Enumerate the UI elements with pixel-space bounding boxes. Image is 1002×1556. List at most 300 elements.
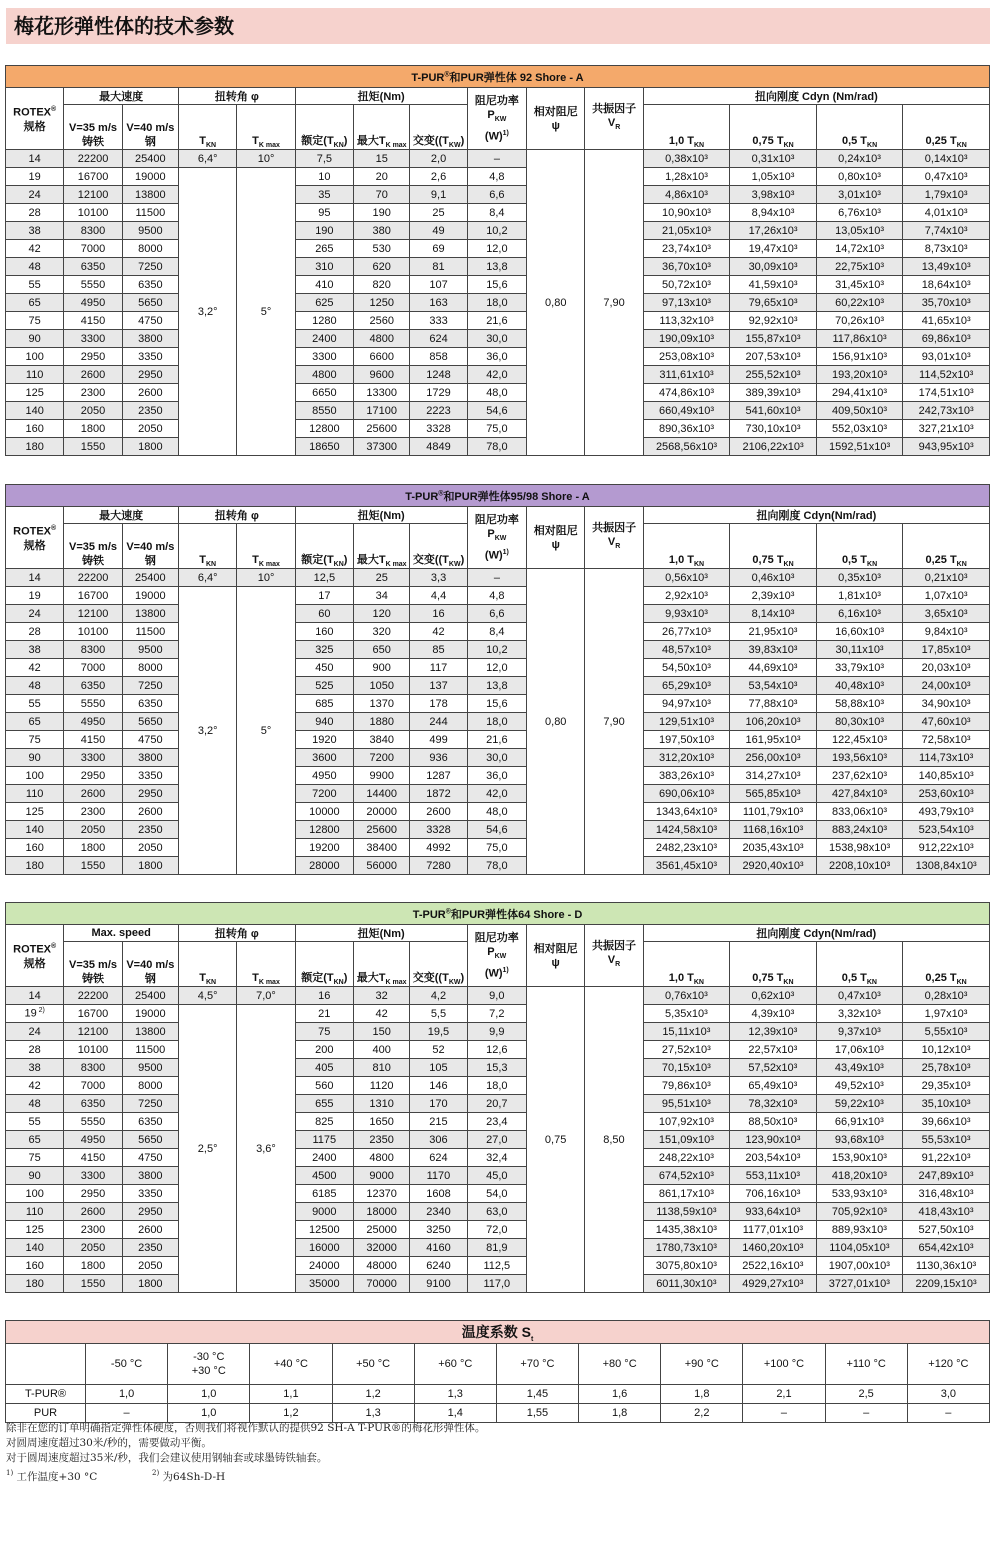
table-row [6,1095,990,1113]
relative-damping-cell: 0,80 [527,150,585,456]
stiffness-cell: 2106,22x10³ [730,438,817,456]
speed-v35-header: V=35 m/s 铸铁 [64,105,122,150]
table-row [6,659,990,677]
damping-power-cell: – [467,150,526,168]
max-torque-cell: 1120 [353,1077,409,1095]
table-row [6,1041,990,1059]
speed-v40-cell: 2600 [122,1221,178,1239]
max-torque-cell: 4800 [353,1149,409,1167]
max-speed-header: 最大速度 [64,507,179,524]
stiffness-cell: 1101,79x10³ [730,803,817,821]
stiffness-cell: 3,01x10³ [816,186,903,204]
speed-v35-cell: 16700 [64,1005,122,1023]
max-torque-header: 最大$T_{K max}$ [354,105,410,150]
speed-v35-cell: 12100 [64,186,122,204]
temp-header: +100 °C [743,1344,825,1385]
stiffness-025-header: 0,25 $T_{KN}$ [903,105,990,150]
stiffness-cell: 3075,80x10³ [643,1257,730,1275]
size-cell: 42 [6,659,64,677]
table-row [6,1077,990,1095]
size-cell: 180 [6,438,64,456]
rated-torque-cell: 525 [295,677,353,695]
table-row [6,1221,990,1239]
speed-v35-cell: 1550 [64,1275,122,1293]
alt-torque-cell: 3250 [410,1221,467,1239]
damping-power-cell: 23,4 [467,1113,526,1131]
table-row [6,713,990,731]
alt-torque-cell: 1287 [410,767,467,785]
alt-torque-cell: 858 [410,348,467,366]
damping-power-cell: 12,0 [467,659,526,677]
speed-v35-cell: 22200 [64,150,122,168]
stiffness-cell: 21,05x10³ [643,222,730,240]
stiffness-cell: 1308,84x10³ [903,857,990,875]
stiffness-cell: 0,76x10³ [643,987,730,1005]
stiffness-cell: 70,15x10³ [643,1059,730,1077]
size-cell: 19 [6,168,64,186]
rated-torque-cell: 8550 [295,402,353,420]
tkn-angle-cell: 2,5° [178,1005,236,1293]
stiffness-cell: 1,28x10³ [643,168,730,186]
stiffness-header: 扭向刚度 Cdyn(Nm/rad) [643,507,989,524]
alt-torque-cell: 25 [410,204,467,222]
tkmax-angle-cell: 3,6° [237,1005,295,1293]
alt-torque-cell: 1729 [410,384,467,402]
resonance-factor-header: 共振因子 $V_R$ [585,925,643,987]
temp-header: +120 °C [907,1344,989,1385]
damping-power-cell: 13,8 [467,258,526,276]
alt-torque-cell: 81 [410,258,467,276]
speed-v40-cell: 4750 [122,312,178,330]
speed-v40-cell: 3350 [122,767,178,785]
tkn-angle-cell: 3,2° [179,587,237,875]
damping-power-cell: 10,2 [467,641,526,659]
rated-torque-cell: 60 [295,605,353,623]
resonance-factor-header: 共振因子 $V_R$ [585,88,643,150]
speed-v40-cell: 5650 [122,294,178,312]
stiffness-cell: 312,20x10³ [643,749,730,767]
rated-torque-cell: 12800 [295,821,353,839]
temp-value: 1,1 [250,1385,332,1404]
table-row [6,1275,990,1293]
stiffness-cell: 174,51x10³ [903,384,990,402]
stiffness-cell: 654,42x10³ [903,1239,990,1257]
damping-power-cell: 42,0 [467,785,526,803]
temp-value: 1,55 [496,1404,578,1423]
stiffness-cell: 3727,01x10³ [816,1275,903,1293]
speed-v35-cell: 16700 [64,587,122,605]
stiffness-cell: 4,01x10³ [903,204,990,222]
resonance-factor-cell: 7,90 [585,569,643,875]
stiffness-cell: 493,79x10³ [903,803,990,821]
max-torque-cell: 56000 [354,857,410,875]
max-torque-cell: 13300 [354,384,410,402]
temp-header: +40 °C [250,1344,332,1385]
stiffness-cell: 383,26x10³ [643,767,730,785]
stiffness-cell: 20,03x10³ [903,659,990,677]
stiffness-cell: 0,80x10³ [816,168,903,186]
stiffness-cell: 861,17x10³ [643,1185,730,1203]
tkn-angle-cell: 3,2° [179,168,237,456]
size-cell: 14 [6,569,64,587]
table-row [6,839,990,857]
stiffness-075-header: 0,75 $T_{KN}$ [730,942,817,987]
stiffness-cell: 4,86x10³ [643,186,730,204]
size-cell: 110 [6,785,64,803]
alt-torque-cell: 85 [410,641,467,659]
alt-torque-cell: 936 [410,749,467,767]
rated-torque-cell: 7200 [295,785,353,803]
size-cell: 100 [6,767,64,785]
temp-value: 1,0 [86,1385,168,1404]
speed-v35-cell: 2600 [64,366,122,384]
stiffness-cell: 33,79x10³ [816,659,903,677]
temp-corner [6,1344,86,1385]
stiffness-cell: 9,93x10³ [643,605,730,623]
speed-v40-header: V=40 m/s 钢 [122,942,178,987]
stiffness-cell: 933,64x10³ [730,1203,817,1221]
rated-torque-cell: 12,5 [295,569,353,587]
alt-torque-header: 交变($(T_{KW})$ [410,942,467,987]
speed-v35-cell: 1800 [64,1257,122,1275]
stiffness-cell: 48,57x10³ [643,641,730,659]
stiffness-cell: 1538,98x10³ [816,839,903,857]
size-cell: 100 [6,1185,64,1203]
damping-power-cell: 4,8 [467,168,526,186]
stiffness-cell: 207,53x10³ [730,348,817,366]
speed-v40-header: V=40 m/s 钢 [122,524,178,569]
table-row [6,366,990,384]
max-torque-cell: 820 [354,276,410,294]
max-torque-cell: 320 [354,623,410,641]
damping-power-cell: 54,6 [467,821,526,839]
table-row [6,1131,990,1149]
stiffness-cell: 53,54x10³ [730,677,817,695]
size-cell: 140 [6,821,64,839]
speed-v40-cell: 8000 [122,1077,178,1095]
max-torque-cell: 1650 [353,1113,409,1131]
stiffness-cell: 155,87x10³ [730,330,817,348]
stiffness-cell: 247,89x10³ [903,1167,990,1185]
stiffness-cell: 6,16x10³ [816,605,903,623]
stiffness-cell: 14,72x10³ [816,240,903,258]
speed-v40-cell: 19000 [122,587,178,605]
size-cell: 42 [6,1077,64,1095]
size-cell: 19 $^{2)}$ [6,1005,64,1023]
alt-torque-cell: 4849 [410,438,467,456]
stiffness-cell: 70,26x10³ [816,312,903,330]
max-torque-cell: 6600 [354,348,410,366]
temp-header: +60 °C [414,1344,496,1385]
max-torque-cell: 9000 [353,1167,409,1185]
table-row [6,767,990,785]
spec-table-2 [5,484,990,875]
speed-v35-cell: 12100 [64,1023,122,1041]
alt-torque-cell: 5,5 [410,1005,467,1023]
damping-power-cell: 81,9 [467,1239,526,1257]
speed-v40-cell: 2350 [122,821,178,839]
stiffness-cell: 3561,45x10³ [643,857,730,875]
torque-header: 扭矩(Nm) [295,507,467,524]
alt-torque-cell: 105 [410,1059,467,1077]
stiffness-cell: 541,60x10³ [730,402,817,420]
temp-header: +110 °C [825,1344,907,1385]
speed-v35-cell: 22200 [64,569,122,587]
temp-value: – [825,1404,907,1423]
stiffness-cell: 16,60x10³ [816,623,903,641]
rated-torque-cell: 1280 [295,312,353,330]
stiffness-cell: 9,84x10³ [903,623,990,641]
speed-v40-cell: 2050 [122,839,178,857]
stiffness-cell: 95,51x10³ [643,1095,730,1113]
table-row [6,258,990,276]
speed-v40-cell: 11500 [122,1041,178,1059]
speed-v40-cell: 3800 [122,749,178,767]
rated-torque-cell: 18650 [295,438,353,456]
damping-power-cell: 36,0 [467,767,526,785]
size-cell: 110 [6,1203,64,1221]
rated-torque-cell: 16000 [295,1239,353,1257]
table-row [6,204,990,222]
relative-damping-header: 相对阻尼 ψ [527,507,585,569]
speed-v35-cell: 2950 [64,1185,122,1203]
stiffness-cell: 0,21x10³ [903,569,990,587]
rated-torque-cell: 28000 [295,857,353,875]
speed-v35-cell: 4150 [64,1149,122,1167]
damping-power-header: 阻尼功率 $P_{KW}$ $(W)^{1)}$ [467,507,526,569]
damping-power-cell: 18,0 [467,294,526,312]
max-torque-cell: 650 [354,641,410,659]
relative-damping-cell: 0,80 [527,569,585,875]
speed-v35-cell: 10100 [64,623,122,641]
size-cell: 75 [6,312,64,330]
stiffness-cell: 156,91x10³ [816,348,903,366]
stiffness-cell: 29,35x10³ [903,1077,990,1095]
speed-v40-cell: 2950 [122,1203,178,1221]
speed-v35-cell: 5550 [64,276,122,294]
alt-torque-cell: 333 [410,312,467,330]
stiffness-cell: 17,85x10³ [903,641,990,659]
alt-torque-cell: 244 [410,713,467,731]
stiffness-cell: 2,39x10³ [730,587,817,605]
stiffness-cell: 92,92x10³ [730,312,817,330]
max-torque-cell: 25600 [354,821,410,839]
speed-v35-cell: 6350 [64,677,122,695]
damping-power-cell: 63,0 [467,1203,526,1221]
stiffness-cell: 833,06x10³ [816,803,903,821]
max-torque-cell: 810 [353,1059,409,1077]
stiffness-cell: 0,14x10³ [903,150,990,168]
damping-power-cell: 9,0 [467,987,526,1005]
speed-v40-cell: 2950 [122,785,178,803]
speed-v35-cell: 4150 [64,312,122,330]
table-row [6,402,990,420]
temp-value: 2,5 [825,1385,907,1404]
speed-v40-cell: 7250 [122,677,178,695]
stiffness-cell: 80,30x10³ [816,713,903,731]
temp-row-label: PUR [6,1404,86,1423]
stiffness-cell: 0,62x10³ [730,987,817,1005]
table-row [6,749,990,767]
alt-torque-cell: 170 [410,1095,467,1113]
stiffness-cell: 22,75x10³ [816,258,903,276]
stiffness-cell: 24,00x10³ [903,677,990,695]
size-cell: 160 [6,839,64,857]
speed-v40-header: V=40 m/s 钢 [122,105,178,150]
rated-torque-cell: 6185 [295,1185,353,1203]
stiffness-cell: 474,86x10³ [643,384,730,402]
size-cell: 48 [6,258,64,276]
max-torque-cell: 1050 [354,677,410,695]
stiffness-cell: 19,47x10³ [730,240,817,258]
stiffness-cell: 255,52x10³ [730,366,817,384]
max-torque-cell: 25000 [353,1221,409,1239]
stiffness-cell: 311,61x10³ [643,366,730,384]
max-torque-cell: 20 [354,168,410,186]
rated-torque-cell: 940 [295,713,353,731]
speed-v40-cell: 9500 [122,641,178,659]
stiffness-cell: 418,20x10³ [816,1167,903,1185]
damping-power-cell: – [467,569,526,587]
stiffness-050-header: 0,5 $T_{KN}$ [816,942,903,987]
speed-v40-cell: 2350 [122,1239,178,1257]
stiffness-cell: 50,72x10³ [643,276,730,294]
stiffness-cell: 25,78x10³ [903,1059,990,1077]
size-cell: 42 [6,240,64,258]
stiffness-cell: 1,05x10³ [730,168,817,186]
stiffness-cell: 193,56x10³ [816,749,903,767]
stiffness-cell: 161,95x10³ [730,731,817,749]
temp-row-pur [6,1404,990,1423]
relative-damping-header: 相对阻尼 ψ [526,925,584,987]
alt-torque-cell: 2340 [410,1203,467,1221]
stiffness-cell: 418,43x10³ [903,1203,990,1221]
stiffness-100-header: 1,0 $T_{KN}$ [643,105,730,150]
speed-v35-cell: 4950 [64,713,122,731]
alt-torque-cell: 2600 [410,803,467,821]
table-row [6,695,990,713]
tkmax-angle-cell: 5° [237,168,295,456]
rated-torque-cell: 1920 [295,731,353,749]
table-row [6,420,990,438]
size-cell: 55 [6,276,64,294]
table-row [6,312,990,330]
tkmax-angle-header: $T_{K max}$ [237,105,295,150]
stiffness-cell: 2035,43x10³ [730,839,817,857]
rotex-size-header: ROTEX® 规格 [6,925,64,987]
size-cell: 65 [6,1131,64,1149]
note-3: 对于圆周速度超过35米/秒，我们会建议使用钢轴套或球墨铸铁轴套。 [6,1452,328,1464]
table-row [6,569,990,587]
stiffness-cell: 197,50x10³ [643,731,730,749]
size-cell: 24 [6,186,64,204]
stiffness-cell: 79,65x10³ [730,294,817,312]
stiffness-cell: 533,93x10³ [816,1185,903,1203]
damping-power-cell: 7,2 [467,1005,526,1023]
max-torque-cell: 48000 [353,1257,409,1275]
relative-damping-header: 相对阻尼 ψ [527,88,585,150]
rated-torque-header: 额定$(T_{KN})$ [295,524,353,569]
damping-power-cell: 8,4 [467,623,526,641]
spec-table-title: T-PUR®和PUR弹性体64 Shore - D [6,903,990,925]
speed-v35-cell: 3300 [64,749,122,767]
stiffness-100-header: 1,0 $T_{KN}$ [643,942,730,987]
table-row [6,348,990,366]
stiffness-cell: 41,59x10³ [730,276,817,294]
max-torque-cell: 380 [354,222,410,240]
stiffness-cell: 0,46x10³ [730,569,817,587]
rated-torque-cell: 16 [295,987,353,1005]
alt-torque-cell: 4160 [410,1239,467,1257]
speed-v35-cell: 8300 [64,641,122,659]
tkmax-angle-cell: 5° [237,587,295,875]
speed-v40-cell: 2600 [122,803,178,821]
damping-power-cell: 21,6 [467,731,526,749]
speed-v40-cell: 9500 [122,1059,178,1077]
rated-torque-cell: 310 [295,258,353,276]
speed-v40-cell: 13800 [122,186,178,204]
stiffness-cell: 47,60x10³ [903,713,990,731]
table-row [6,677,990,695]
temp-value: 1,0 [168,1404,250,1423]
stiffness-cell: 17,06x10³ [816,1041,903,1059]
rated-torque-cell: 9000 [295,1203,353,1221]
speed-v35-cell: 7000 [64,659,122,677]
tkmax-angle-cell: 10° [237,150,295,168]
rated-torque-cell: 265 [295,240,353,258]
speed-v40-cell: 25400 [122,569,178,587]
twist-angle-header: 扭转角 φ [179,507,296,524]
table-row [6,1005,990,1023]
temp-header: -30 °C +30 °C [168,1344,250,1385]
max-torque-cell: 25600 [354,420,410,438]
stiffness-cell: 54,50x10³ [643,659,730,677]
size-cell: 24 [6,1023,64,1041]
rated-torque-cell: 450 [295,659,353,677]
table-row [6,1203,990,1221]
stiffness-cell: 72,58x10³ [903,731,990,749]
stiffness-cell: 114,52x10³ [903,366,990,384]
size-cell: 24 [6,605,64,623]
temperature-title: 温度系数 $S_t$ [6,1321,990,1344]
size-cell: 90 [6,330,64,348]
rated-torque-cell: 95 [295,204,353,222]
alt-torque-cell: 9,1 [410,186,467,204]
alt-torque-cell: 3,3 [410,569,467,587]
size-cell: 14 [6,987,64,1005]
tkmax-angle-header: $T_{K max}$ [237,942,295,987]
stiffness-cell: 2209,15x10³ [903,1275,990,1293]
speed-v35-cell: 2300 [64,1221,122,1239]
damping-power-cell: 117,0 [467,1275,526,1293]
stiffness-cell: 690,06x10³ [643,785,730,803]
temp-value: 1,0 [168,1385,250,1404]
stiffness-cell: 889,93x10³ [816,1221,903,1239]
stiffness-cell: 237,62x10³ [816,767,903,785]
stiffness-cell: 316,48x10³ [903,1185,990,1203]
stiffness-cell: 2920,40x10³ [730,857,817,875]
stiffness-cell: 2208,10x10³ [816,857,903,875]
max-torque-cell: 32000 [353,1239,409,1257]
tkn-angle-header: $T_{KN}$ [179,105,237,150]
stiffness-cell: 6011,30x10³ [643,1275,730,1293]
rated-torque-cell: 17 [295,587,353,605]
alt-torque-cell: 3328 [410,420,467,438]
torque-header: 扭矩(Nm) [295,88,467,105]
table-row [6,150,990,168]
damping-power-cell: 6,6 [467,605,526,623]
table-row [6,785,990,803]
